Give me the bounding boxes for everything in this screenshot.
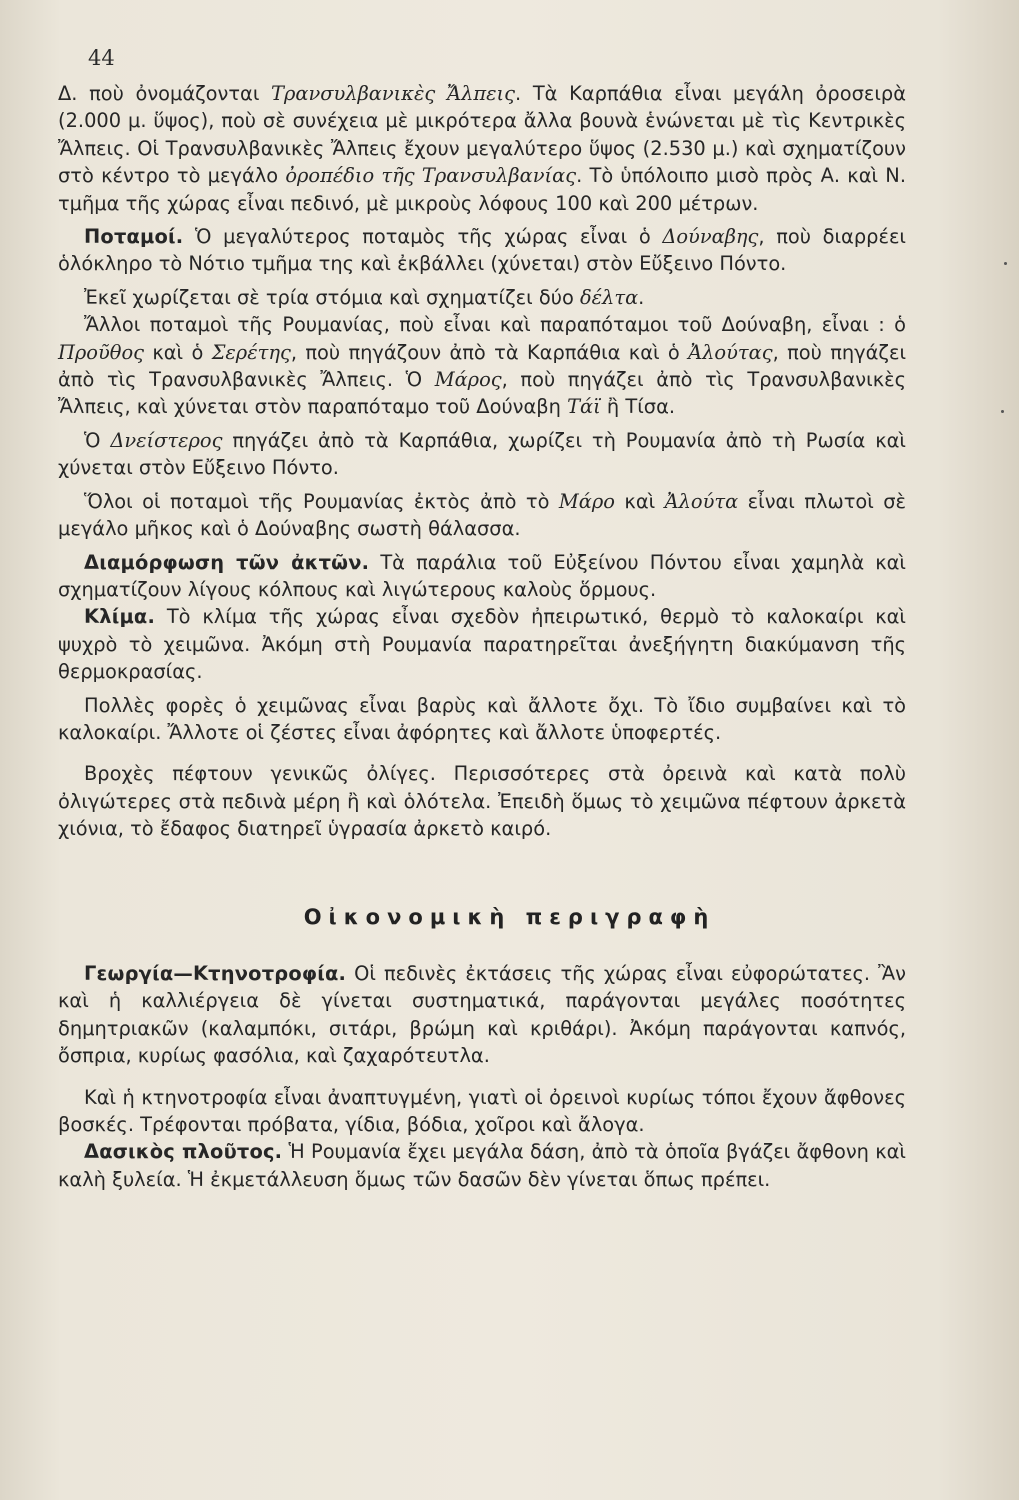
page-number: 44 <box>88 46 115 70</box>
paragraph-delta: Ἐκεῖ χωρίζεται σὲ τρία στόμια καὶ σχηματίζει δύο δέλτα. <box>84 285 645 309</box>
paragraph-dniester: Ὁ Δνείστερος πηγάζει ἀπὸ τὰ Καρπάθια, χωρίζει τὴ Ρουμανία ἀπὸ τὴ Ρωσία καὶ χύνεται στὸν Εὔξεινο Πόντο. <box>58 428 906 480</box>
term-rivers: Ποταμοί. <box>84 225 184 249</box>
paragraph-rain: Βροχὲς πέφτουν γενικῶς ὀλίγες. Περισσότερες στὰ ὀρεινὰ καὶ κατὰ πολὺ ὀλιγώτερες στὰ πεδινὰ μέρη ἢ καὶ ὁλότελα. Ἐπειδὴ ὅμως τὸ χειμῶνα πέφτουν ἀρκετὰ χιόνια, τὸ ἔδαφος διατηρεῖ ὑγρασία ἀρκετὸ καιρό. <box>58 762 906 841</box>
paragraph-livestock: Καὶ ἡ κτηνοτροφία εἶναι ἀναπτυγμένη, γιατὶ οἱ ὀρεινοὶ κυρίως τόποι ἔχουν ἄφθονες βοσκές. Τρέφονται πρόβατα, γίδια, βόδια, χοῖροι καὶ ἄλογα. <box>58 1085 906 1137</box>
paragraph-relief: Δ. ποὺ ὀνομάζονται Τρανσυλβανικὲς Ἄλπεις. Τὰ Καρπάθια εἶναι μεγάλη ὀροσειρὰ (2.000 μ. ὕψος), ποὺ σὲ συνέχεια μὲ μικρότερα ἄλλα βουνὰ ἑνώνεται μὲ τὶς Κεντρικὲς Ἄλπεις. Οἱ Τρανσυλβανικὲς Ἄλπεις ἔχουν μεγαλύτερο ὕψος (2.530 μ.) καὶ σχηματίζουν στὸ κέντρο τὸ μεγάλο ὀροπέδιο τῆς Τρανσυλβανίας. Τὸ ὑπόλοιπο μισὸ πρὸς Α. καὶ Ν. τμῆμα τῆς χώρας εἶναι πεδινό, μὲ μικροὺς λόφους 100 καὶ 200 μέτρων. <box>58 82 906 215</box>
paragraph-navigable: Ὅλοι οἱ ποταμοὶ τῆς Ρουμανίας ἐκτὸς ἀπὸ τὸ Μάρο καὶ Ἀλούτα εἶναι πλωτοὶ σὲ μεγάλο μῆκος καὶ ὁ Δούναβης σωστὴ θάλασσα. <box>58 489 907 541</box>
term-agriculture: Γεωργία—Κτηνοτροφία. <box>84 962 347 985</box>
paragraph-climate: Κλίμα. Τὸ κλίμα τῆς χώρας εἶναι σχεδὸν ἠπειρωτικό, θερμὸ τὸ καλοκαίρι καὶ ψυχρὸ τὸ χειμῶνα. Ἀκόμη στὴ Ρουμανία παρατηρεῖται ἀνεξήγητη διακύμανση τῆς θερμοκρασίας. <box>58 605 906 684</box>
paragraph-tributaries: Ἄλλοι ποταμοὶ τῆς Ρουμανίας, ποὺ εἶναι καὶ παραπόταμοι τοῦ Δούναβη, εἶναι : ὁ Προῦθος καὶ ὁ Σερέτης, ποὺ πηγάζουν ἀπὸ τὰ Καρπάθια καὶ ὁ Ἀλούτας, ποὺ πηγάζει ἀπὸ τὶς Τρανσυλβανικὲς Ἄλπεις. Ὁ Μάρος, ποὺ πηγάζει ἀπὸ τὶς Τρανσυλβανικὲς Ἄλπεις, καὶ χύνεται στὸν παραπόταμο τοῦ Δούναβη Τάϊ ἢ Τίσα. <box>58 313 906 419</box>
section-heading-economy: Οἰκονομικὴ περιγραφὴ <box>303 905 716 929</box>
paragraph-agriculture: Γεωργία—Κτηνοτροφία. Οἱ πεδινὲς ἐκτάσεις τῆς χώρας εἶναι εὐφορώτατες. Ἂν καὶ ἡ καλλιέργεια δὲ γίνεται συστηματικά, παράγονται μεγάλες ποσότητες δημητριακῶν (καλαμπόκι, σιτάρι, βρώμη καὶ κριθάρι). Ἀκόμη παράγονται καπνός, ὄσπρια, κυρίως φασόλια, καὶ ζαχαρότευτλα. <box>58 962 906 1068</box>
edge-speck <box>1001 410 1004 413</box>
section-geography <box>58 80 906 843</box>
term-forests: Δασικὸς πλοῦτος. <box>84 1140 283 1164</box>
paragraph-forests: Δασικὸς πλοῦτος. Ἡ Ρουμανία ἔχει μεγάλα δάση, ἀπὸ τὰ ὁποῖα βγάζει ἄφθονη καὶ καλὴ ξυλεία. Ἡ ἐκμετάλλευση ὅμως τῶν δασῶν δὲν γίνεται ὅπως πρέπει. <box>58 1140 906 1191</box>
term-climate: Κλίμα. <box>84 605 156 629</box>
edge-speck <box>1004 262 1007 265</box>
paragraph-coasts: Διαμόρφωση τῶν ἀκτῶν. Τὰ παράλια τοῦ Εὐξείνου Πόντου εἶναι χαμηλὰ καὶ σχηματίζουν λίγους κόλπους καὶ λιγώτερους καλοὺς ὅρμους. <box>58 550 906 601</box>
term-coasts: Διαμόρφωση τῶν ἀκτῶν. <box>84 550 370 574</box>
paragraph-rivers: Ποταμοί. Ὁ μεγαλύτερος ποταμὸς τῆς χώρας εἶναι ὁ Δούναβης, ποὺ διαρρέει ὁλόκληρο τὸ Νότιο τμῆμα της καὶ ἐκβάλλει (χύνεται) στὸν Εὔξεινο Πόντο. <box>58 225 906 276</box>
section-economy <box>58 960 906 1193</box>
paragraph-winter: Πολλὲς φορὲς ὁ χειμῶνας εἶναι βαρὺς καὶ ἄλλοτε ὄχι. Τὸ ἴδιο συμβαίνει καὶ τὸ καλοκαίρι. Ἄλλοτε οἱ ζέστες εἶναι ἀφόρητες καὶ ἄλλοτε ὑποφερτές. <box>58 693 906 744</box>
